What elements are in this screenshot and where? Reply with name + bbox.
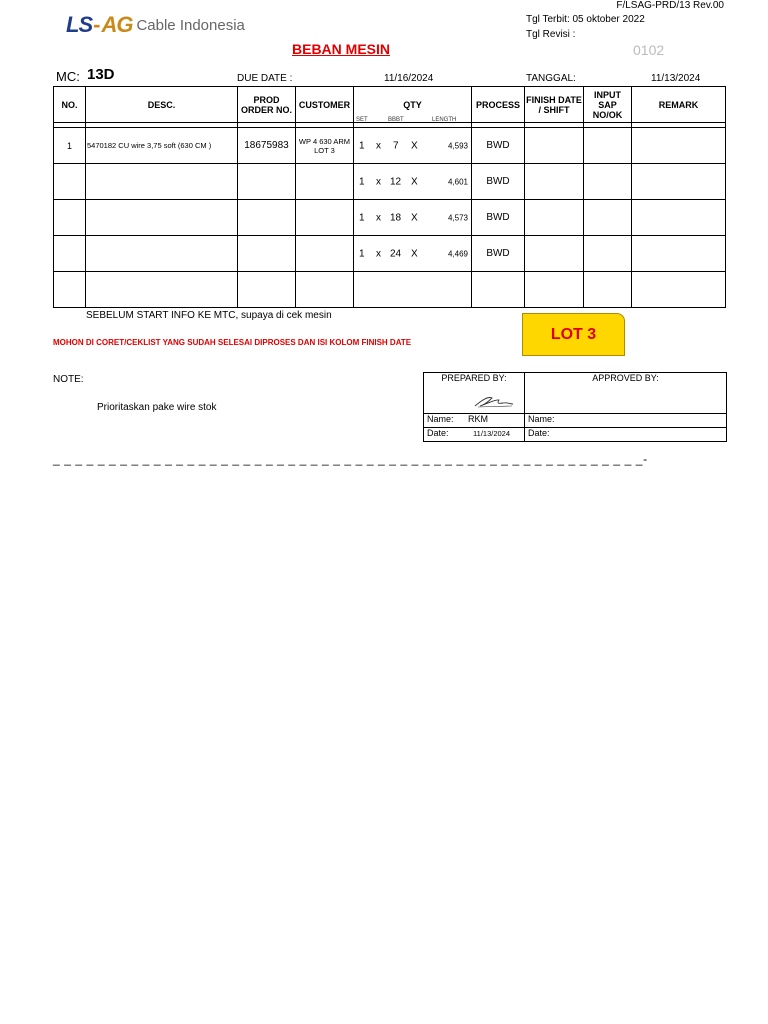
header-no: NO. [54, 87, 86, 123]
note-label: NOTE: [53, 374, 84, 385]
row-customer [296, 200, 354, 236]
row-remark[interactable] [632, 272, 726, 308]
row-customer [296, 164, 354, 200]
signature-image [472, 392, 516, 410]
row-finish-date[interactable] [525, 272, 584, 308]
revision-date: Tgl Revisi : [526, 29, 576, 40]
row-process: BWD [472, 200, 525, 236]
qty-length-label: LENGTH [432, 117, 457, 123]
approved-name-label: Name: [528, 414, 555, 424]
qty-length: 4,469 [447, 249, 468, 258]
header-customer: CUSTOMER [296, 87, 354, 123]
row-input-sap[interactable] [584, 128, 632, 164]
row-remark[interactable] [632, 236, 726, 272]
qty-bbbt: 24 [390, 248, 402, 259]
row-prod-order [238, 164, 296, 200]
logo-dash: - [93, 12, 101, 37]
row-no [54, 200, 86, 236]
qty-bbbt: 7 [393, 140, 399, 151]
row-remark[interactable] [632, 164, 726, 200]
row-desc [86, 272, 238, 308]
header-process: PROCESS [472, 87, 525, 123]
row-customer [296, 272, 354, 308]
row-qty [354, 272, 472, 308]
prepared-name-value: RKM [468, 414, 489, 424]
note-text: Prioritaskan pake wire stok [97, 402, 217, 413]
row-customer [296, 236, 354, 272]
qty-x2: X [411, 176, 418, 187]
row-input-sap[interactable] [584, 236, 632, 272]
approved-name-cell [525, 414, 727, 428]
tanggal-value: 11/13/2024 [651, 73, 701, 84]
lot-badge: LOT 3 [522, 313, 625, 356]
qty-bbbt: 12 [390, 176, 402, 187]
row-finish-date[interactable] [525, 128, 584, 164]
approved-by-cell [525, 373, 727, 414]
qty-length: 4,593 [447, 141, 468, 150]
qty-x: x [376, 248, 381, 259]
prepared-date-value: 11/13/2024 [473, 429, 511, 438]
qty-x: x [376, 176, 381, 187]
page-number: 0102 [633, 42, 665, 58]
row-desc: 5470182 CU wire 3,75 soft (630 CM ) [86, 128, 238, 164]
qty-bbbt-label: BBBT [388, 117, 404, 123]
due-date-label: DUE DATE : [237, 73, 293, 84]
qty-length: 4,601 [447, 177, 468, 186]
qty-sublabels [354, 117, 472, 128]
header-finish-date: FINISH DATE / SHIFT [525, 87, 584, 123]
qty-x2: X [411, 212, 418, 223]
qty-set: 1 [359, 248, 365, 259]
row-prod-order [238, 272, 296, 308]
qty-bbbt: 18 [390, 212, 402, 223]
logo-text: Cable Indonesia [136, 16, 245, 34]
document-number: F/LSAG-PRD/13 Rev.00 [616, 0, 724, 11]
row-desc [86, 236, 238, 272]
qty-x2: X [411, 248, 418, 259]
row-finish-date[interactable] [525, 164, 584, 200]
row-no [54, 164, 86, 200]
row-remark[interactable] [632, 200, 726, 236]
approved-date-label: Date: [528, 428, 550, 438]
row-prod-order [238, 236, 296, 272]
qty-length: 4,573 [447, 213, 468, 222]
logo-ls: LS [66, 12, 93, 37]
qty-set-label: SET [356, 117, 368, 123]
page-title: BEBAN MESIN [292, 41, 391, 57]
workload-table [53, 86, 726, 308]
header-qty: QTY [354, 87, 472, 123]
row-no: 1 [54, 128, 86, 164]
table-row [54, 164, 726, 200]
row-prod-order: 18675983 [238, 128, 296, 164]
row-qty [354, 236, 472, 272]
approved-by-label: APPROVED BY: [592, 373, 659, 383]
prepared-date-label: Date: [427, 428, 449, 438]
row-qty [354, 164, 472, 200]
mc-label: MC: [56, 69, 80, 84]
row-no [54, 272, 86, 308]
row-process: BWD [472, 164, 525, 200]
row-desc [86, 164, 238, 200]
table-row [54, 128, 726, 164]
row-qty [354, 128, 472, 164]
row-process: BWD [472, 128, 525, 164]
header-input-sap: INPUT SAP NO/OK [584, 87, 632, 123]
due-date-value: 11/16/2024 [384, 73, 434, 84]
prepared-by-label: PREPARED BY: [441, 373, 507, 383]
prepared-name-label: Name: [427, 414, 454, 424]
signature-table [423, 372, 727, 442]
row-input-sap[interactable] [584, 164, 632, 200]
red-instruction: MOHON DI CORET/CEKLIST YANG SUDAH SELESAI DIPROSES DAN ISI KOLOM FINISH DATE [53, 338, 412, 347]
row-input-sap[interactable] [584, 272, 632, 308]
table-row [54, 272, 726, 308]
prepared-date-cell [424, 428, 525, 442]
cut-line: _ _ _ _ _ _ _ _ _ _ _ _ _ _ _ _ _ _ _ _ _ _ _ _ _ _ _ _ _ _ _ _ _ _ _ _ _ _ _ _ _ _ _ _ _ _ _ _ _ _ _ _ _- [53, 452, 648, 466]
qty-set: 1 [359, 176, 365, 187]
issue-date: Tgl Terbit: 05 oktober 2022 [526, 14, 645, 25]
row-qty [354, 200, 472, 236]
qty-x: x [376, 212, 381, 223]
approved-date-cell [525, 428, 727, 442]
qty-set: 1 [359, 140, 365, 151]
qty-x2: X [411, 140, 418, 151]
mc-value: 13D [87, 66, 115, 83]
row-process: BWD [472, 236, 525, 272]
header-prod-order: PROD ORDER NO. [238, 87, 296, 123]
qty-set: 1 [359, 212, 365, 223]
company-logo [66, 12, 245, 38]
prepared-by-cell [424, 373, 525, 414]
row-no [54, 236, 86, 272]
row-prod-order [238, 200, 296, 236]
row-finish-date[interactable] [525, 200, 584, 236]
row-desc [86, 200, 238, 236]
header-remark: REMARK [632, 87, 726, 123]
prepared-name-cell [424, 414, 525, 428]
row-customer: WP 4 630 ARM LOT 3 [296, 128, 354, 164]
row-process [472, 272, 525, 308]
row-remark[interactable] [632, 128, 726, 164]
row-finish-date[interactable] [525, 236, 584, 272]
row-input-sap[interactable] [584, 200, 632, 236]
tanggal-label: TANGGAL: [526, 73, 576, 84]
header-desc: DESC. [86, 87, 238, 123]
qty-x: x [376, 140, 381, 151]
table-row [54, 236, 726, 272]
logo-ag: AG [101, 12, 133, 37]
table-row [54, 200, 726, 236]
mtc-info-note: SEBELUM START INFO KE MTC, supaya di cek mesin [86, 310, 332, 321]
